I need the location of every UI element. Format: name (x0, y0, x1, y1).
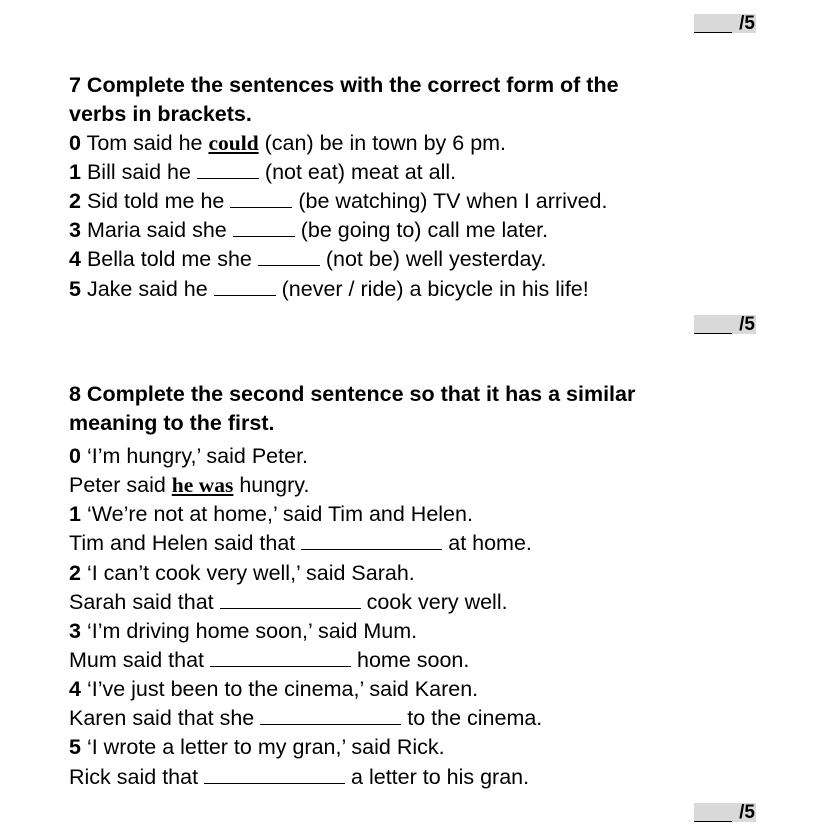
score-box[interactable] (694, 14, 756, 33)
sentence-end: cook very well. (366, 590, 508, 614)
score-box[interactable] (694, 803, 756, 822)
exercise-7-item (69, 277, 589, 301)
exercise-8-instruction: 8 Complete the second sentence so that it has a similar (69, 382, 636, 406)
score-blank (694, 32, 732, 33)
sentence-start: Tom said he (86, 131, 203, 155)
score-blank (694, 821, 732, 822)
sentence-start: Rick said that (69, 765, 199, 789)
sentence-end: hungry. (239, 473, 310, 497)
quote-text: ‘I can’t cook very well,’ said Sarah. (86, 561, 415, 585)
item-number: 0 (69, 131, 81, 155)
item-number: 3 (69, 619, 81, 643)
sentence-end: (be watching) TV when I arrived. (298, 189, 608, 213)
example-answer: he was (171, 473, 234, 497)
sentence-end: to the cinema. (407, 706, 543, 730)
sentence-end: a letter to his gran. (351, 765, 530, 789)
exercise-8-quote (69, 619, 417, 643)
exercise-8-quote (69, 444, 308, 468)
exercise-7-instruction: 7 Complete the sentences with the correct form of the (69, 73, 619, 97)
score-total: /5 (739, 802, 755, 823)
item-number: 2 (69, 561, 81, 585)
exercise-8-answer-line (69, 765, 529, 789)
sentence-start: Maria said she (86, 218, 227, 242)
answer-blank[interactable] (258, 247, 320, 266)
sentence-end: home soon. (357, 648, 470, 672)
quote-text: ‘I’m hungry,’ said Peter. (86, 444, 309, 468)
example-answer: could (208, 131, 259, 155)
answer-blank[interactable] (204, 765, 345, 784)
item-number: 1 (69, 160, 81, 184)
exercise-8-answer-line (69, 706, 542, 730)
sentence-start: Bella told me she (86, 247, 252, 271)
exercise-8-quote (69, 677, 478, 701)
item-number: 4 (69, 247, 81, 271)
answer-blank[interactable] (260, 706, 401, 725)
sentence-end: (not be) well yesterday. (325, 247, 547, 271)
exercise-7-item (69, 218, 548, 242)
answer-blank[interactable] (214, 277, 276, 296)
quote-text: ‘We’re not at home,’ said Tim and Helen. (86, 502, 473, 526)
sentence-start: Sarah said that (69, 590, 214, 614)
exercise-7-item (69, 131, 506, 155)
sentence-end: (not eat) meat at all. (264, 160, 457, 184)
item-number: 5 (69, 735, 81, 759)
sentence-end: (never / ride) a bicycle in his life! (281, 277, 589, 301)
sentence-start: Jake said he (86, 277, 208, 301)
answer-blank[interactable] (233, 218, 295, 237)
exercise-8-answer-line (69, 648, 469, 672)
score-total: /5 (739, 314, 755, 335)
exercise-8-answer-line (69, 531, 532, 555)
exercise-8-quote (69, 561, 415, 585)
exercise-8-quote (69, 735, 445, 759)
exercise-8-answer-line (69, 473, 309, 497)
sentence-end: (can) be in town by 6 pm. (264, 131, 507, 155)
sentence-start: Sid told me he (86, 189, 225, 213)
sentence-start: Bill said he (86, 160, 191, 184)
quote-text: ‘I’ve just been to the cinema,’ said Karen. (86, 677, 479, 701)
exercise-8-quote (69, 502, 473, 526)
item-number: 1 (69, 502, 81, 526)
exercise-7-item (69, 160, 456, 184)
exercise-8-answer-line (69, 590, 508, 614)
item-number: 3 (69, 218, 81, 242)
answer-blank[interactable] (230, 189, 292, 208)
score-blank (694, 333, 732, 334)
item-number: 2 (69, 189, 81, 213)
exercise-7-instruction: verbs in brackets. (69, 102, 252, 126)
sentence-start: Mum said that (69, 648, 205, 672)
score-box[interactable] (694, 315, 756, 334)
sentence-start: Tim and Helen said that (69, 531, 296, 555)
quote-text: ‘I’m driving home soon,’ said Mum. (86, 619, 418, 643)
sentence-end: at home. (448, 531, 532, 555)
answer-blank[interactable] (220, 590, 361, 609)
answer-blank[interactable] (301, 531, 442, 550)
item-number: 4 (69, 677, 81, 701)
item-number: 0 (69, 444, 81, 468)
exercise-7-item (69, 247, 547, 271)
score-total: /5 (739, 13, 755, 34)
sentence-end: (be going to) call me later. (300, 218, 549, 242)
quote-text: ‘I wrote a letter to my gran,’ said Rick. (86, 735, 445, 759)
exercise-7-item (69, 189, 607, 213)
sentence-start: Karen said that she (69, 706, 255, 730)
exercise-8-instruction: meaning to the first. (69, 411, 275, 435)
answer-blank[interactable] (210, 648, 351, 667)
sentence-start: Peter said (69, 473, 166, 497)
item-number: 5 (69, 277, 81, 301)
answer-blank[interactable] (197, 160, 259, 179)
